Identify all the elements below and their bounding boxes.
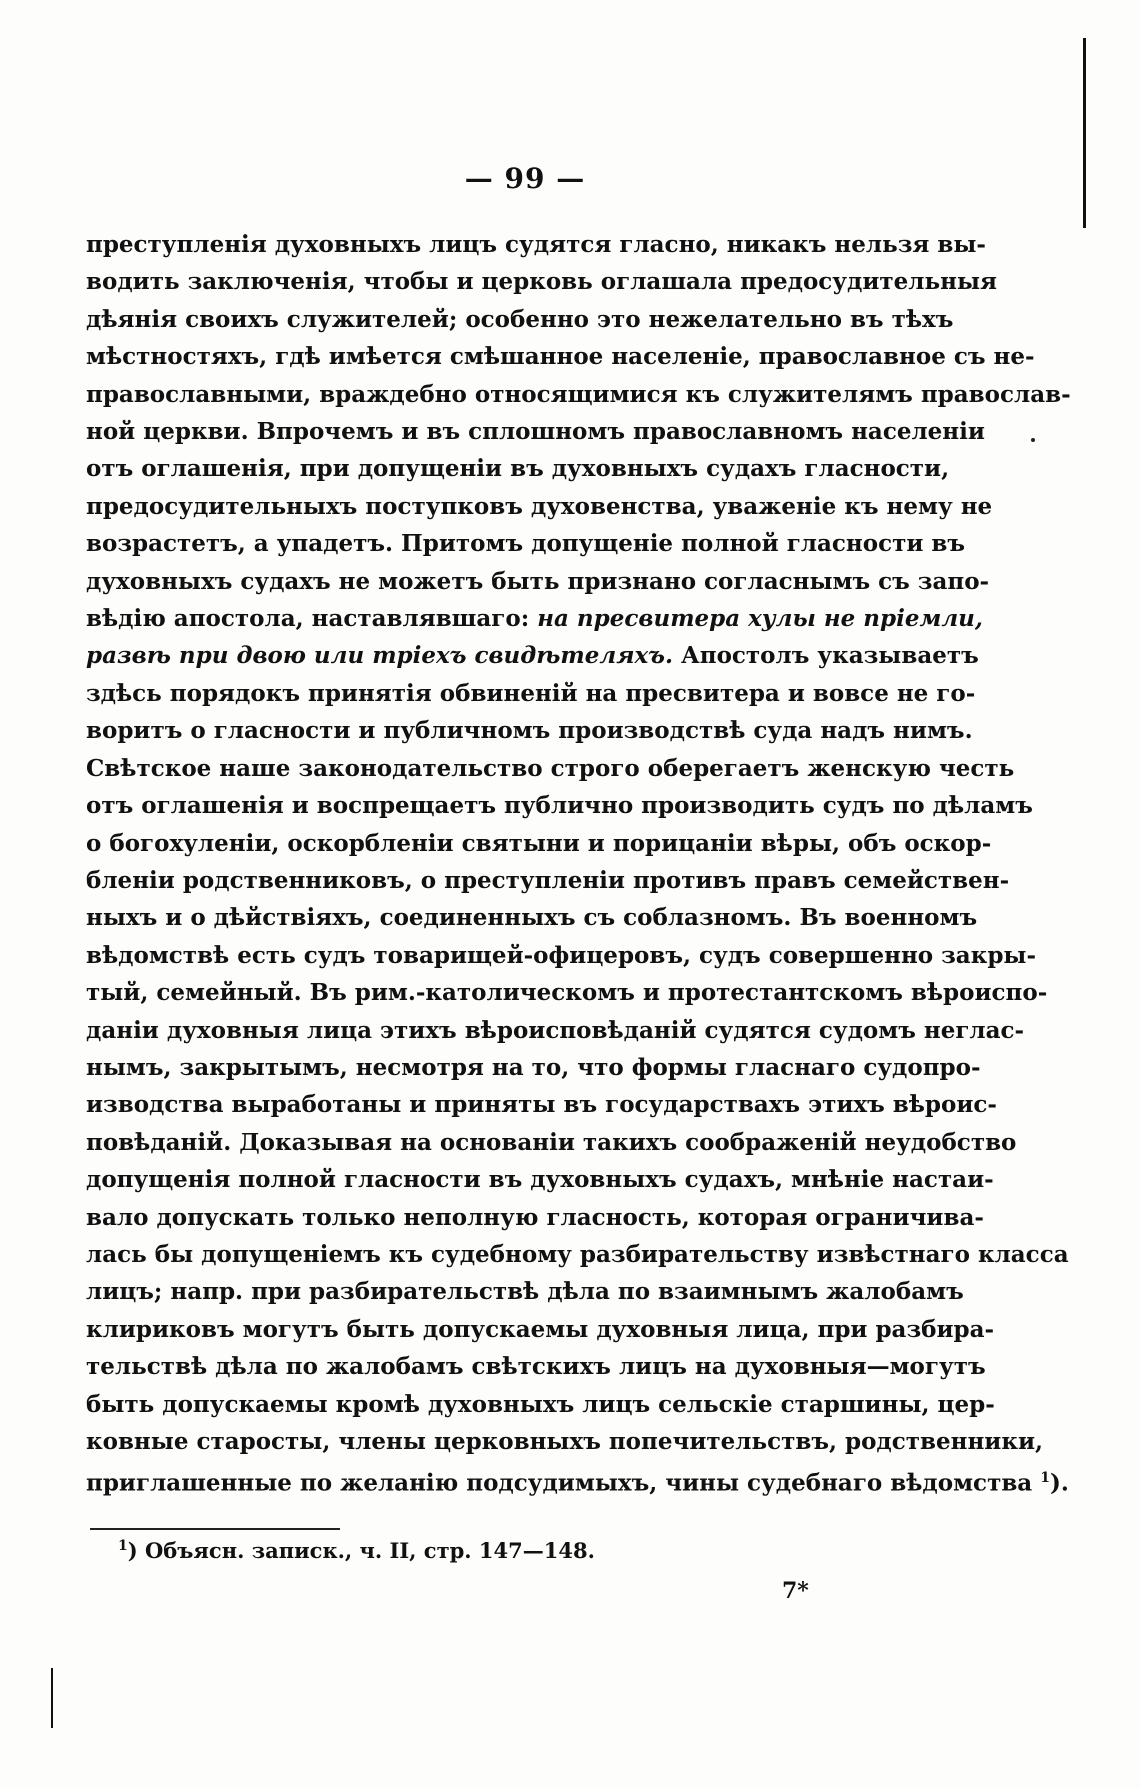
text-line: допущенія полной гласности въ духовныхъ судахъ, мнѣніе настаи- <box>86 1166 994 1194</box>
text-segment: приглашенные по желанію подсудимыхъ, чины судебнаго вѣдомства <box>86 1470 1033 1498</box>
footnote-marker: 1 <box>118 1538 128 1554</box>
text-segment: ). <box>1049 1470 1069 1498</box>
text-line: даніи духовныя лица этихъ вѣроисповѣданій судятся судомъ неглас- <box>86 1016 1025 1044</box>
text-line: воритъ о гласности и публичномъ производствѣ суда надъ нимъ. <box>86 717 973 745</box>
text-line: отъ оглашенія и воспрещаетъ публично производить судъ по дѣламъ <box>86 792 1033 820</box>
text-line: бленіи родственниковъ, о преступленіи противъ правъ семействен- <box>86 866 1010 894</box>
text-line: нымъ, закрытымъ, несмотря на то, что формы гласнаго судопро- <box>86 1053 981 1081</box>
text-line: вало допускать только неполную гласность, которая ограничива- <box>86 1203 984 1231</box>
body-text <box>86 226 1071 1502</box>
text-segment: Апостолъ указываетъ <box>681 642 979 670</box>
text-line: мѣстностяхъ, гдѣ имѣется смѣшанное населеніе, православное съ не- <box>86 343 1035 371</box>
text-line: лицъ; напр. при разбирательствѣ дѣла по взаимнымъ жалобамъ <box>86 1278 964 1306</box>
scripture-quote: развѣ при двою или тріехъ свидѣтеляхъ. <box>86 642 673 670</box>
text-line: водить заключенія, чтобы и церковь оглашала предосудительныя <box>86 268 998 296</box>
text-line: повѣданій. Доказывая на основаніи такихъ соображеній неудобство <box>86 1128 1017 1156</box>
text-line: вѣдомствѣ есть судъ товарищей-офицеровъ, судъ совершенно закры- <box>86 941 1036 969</box>
page-number: — 99 — <box>464 162 586 195</box>
text-line: тельствѣ дѣла по жалобамъ свѣтскихъ лицъ на духовныя—могутъ <box>86 1353 986 1381</box>
text-line: быть допускаемы кромѣ духовныхъ лицъ сельскіе старшины, цер- <box>86 1390 995 1418</box>
text-line-with-quote <box>86 637 979 674</box>
text-line: здѣсь порядокъ принятія обвиненій на пресвитера и вовсе не го- <box>86 679 976 707</box>
text-line: изводства выработаны и приняты въ государствахъ этихъ вѣроис- <box>86 1091 997 1119</box>
text-line: духовныхъ судахъ не можетъ быть признано согласнымъ съ запо- <box>86 567 990 595</box>
scripture-quote: на пресвитера хулы не пріемли, <box>537 605 983 633</box>
text-line: Свѣтское наше законодательство строго оберегаетъ женскую честь <box>86 754 1015 782</box>
text-line-with-quote <box>86 600 983 637</box>
scan-speck <box>1031 438 1035 442</box>
footnote-reference: 1 <box>1040 1470 1050 1487</box>
footnote-text: ) Объясн. записк., ч. II, стр. 147—148. <box>127 1538 595 1563</box>
text-line: возрастетъ, а упадетъ. Притомъ допущеніе полной гласности въ <box>86 530 966 558</box>
text-line: лась бы допущеніемъ къ судебному разбирательству извѣстнаго класса <box>86 1240 1069 1268</box>
text-line: дѣянія своихъ служителей; особенно это нежелательно въ тѣхъ <box>86 305 954 333</box>
text-line: ной церкви. Впрочемъ и въ сплошномъ православномъ населеніи <box>86 418 985 446</box>
text-line: о богохуленіи, оскорбленіи святыни и порицаніи вѣры, объ оскор- <box>86 829 992 857</box>
printer-signature: 7* <box>782 1578 809 1604</box>
text-line: преступленія духовныхъ лицъ судятся гласно, никакъ нельзя вы- <box>86 231 986 258</box>
text-line: православными, враждебно относящимися къ служителямъ православ- <box>86 380 1071 408</box>
footnote <box>118 1538 595 1563</box>
scan-edge-mark-right <box>1083 38 1086 228</box>
text-line-last <box>86 1460 1069 1502</box>
text-line: отъ оглашенія, при допущеніи въ духовныхъ судахъ гласности, <box>86 455 950 483</box>
footnote-divider <box>90 1528 340 1530</box>
text-line: ковные старосты, члены церковныхъ попечительствъ, родственники, <box>86 1428 1044 1455</box>
scan-edge-mark-left <box>51 1668 53 1728</box>
text-line: тый, семейный. Въ рим.-католическомъ и протестантскомъ вѣроиспо- <box>86 979 1048 1007</box>
text-line: ныхъ и о дѣйствіяхъ, соединенныхъ съ соблазномъ. Въ военномъ <box>86 904 978 932</box>
text-line: клириковъ могутъ быть допускаемы духовныя лица, при разбира- <box>86 1315 995 1343</box>
text-segment: вѣдію апостола, наставлявшаго: <box>86 605 530 633</box>
text-line: предосудительныхъ поступковъ духовенства, уваженіе къ нему не <box>86 492 993 520</box>
